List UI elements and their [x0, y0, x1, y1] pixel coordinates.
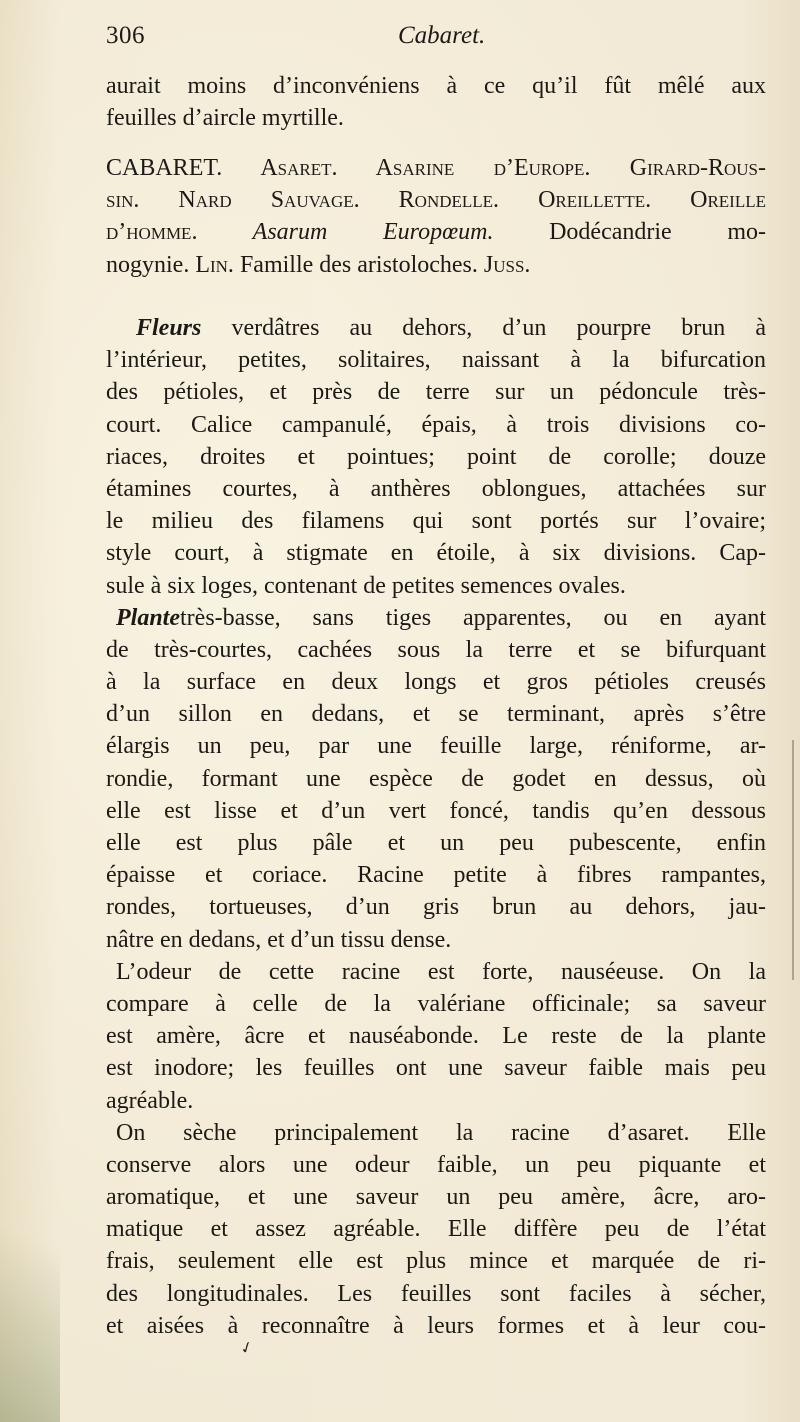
- text-line: rondie, formant une espèce de godet en dessus, où: [106, 765, 766, 792]
- text-line: elle est plus pâle et un peu pubescente, enfin: [106, 830, 766, 856]
- text-line: d’un sillon en dedans, et se terminant, après s’être: [106, 701, 766, 728]
- text-line: Fleurs verdâtres au dehors, d’un pourpre brun à: [136, 315, 766, 341]
- entry-heading-block: [106, 152, 766, 281]
- text-line: à la surface en deux longs et gros pétioles creusés: [106, 669, 766, 696]
- text-line: feuilles d’aircle myrtille.: [106, 105, 344, 132]
- page-number: 306: [106, 22, 145, 49]
- text-line: rondes, tortueuses, d’un gris brun au dehors, jau-: [106, 894, 766, 921]
- text-line: nogynie. Lin. Famille des aristoloches. Juss.: [106, 251, 531, 278]
- entry-title: CABARET.: [106, 155, 223, 181]
- text-line: des longitudinales. Les feuilles sont faciles à sécher,: [106, 1280, 766, 1307]
- latin-name: Asarum Europœum.: [197, 219, 494, 246]
- fleurs-heading: Fleurs: [136, 315, 202, 341]
- author-jussieu: Juss.: [483, 251, 531, 278]
- text-line: étamines courtes, à anthères oblongues, attachées sur: [106, 475, 766, 502]
- page-header: [106, 22, 746, 62]
- text-line: est inodore; les feuilles ont une saveur faible mais peu: [106, 1055, 766, 1082]
- text-line: [106, 152, 766, 184]
- text-line: conserve alors une odeur faible, un peu piquante et: [106, 1151, 766, 1178]
- text-line: riaces, droites et pointues; point de corolle; douze: [106, 443, 766, 470]
- text-line: épaisse et coriace. Racine petite à fibres rampantes,: [106, 862, 766, 889]
- text-line: sin. Nard Sauvage. Rondelle. Oreillette. Oreille: [106, 187, 766, 214]
- page-edge-line: [792, 740, 794, 980]
- text-line: On sèche principalement la racine d’asaret. Elle: [116, 1119, 766, 1146]
- description-body: [106, 312, 766, 1342]
- text-line: et aisées à reconnaître à leurs formes et à leur cou-: [106, 1312, 766, 1339]
- text-line: style court, à stigmate en étoile, à six divisions. Cap-: [106, 540, 766, 567]
- text-line: elle est lisse et d’un vert foncé, tandis qu’en dessous: [106, 797, 766, 824]
- text-line: sule à six loges, contenant de petites semences ovales.: [106, 572, 626, 599]
- text-line: compare à celle de la valériane officinale; sa saveur: [106, 990, 766, 1017]
- text-line: l’intérieur, petites, solitaires, naissant à la bifurcation: [106, 347, 766, 374]
- intro-paragraph: [106, 70, 766, 134]
- text-line: de très-courtes, cachées sous la terre et se bifurquant: [106, 636, 766, 663]
- text-line: matique et assez agréable. Elle diffère peu de l’état: [106, 1216, 766, 1243]
- text-line: frais, seulement elle est plus mince et marquée de ri-: [106, 1248, 766, 1275]
- author-linnaeus: Lin.: [195, 251, 234, 278]
- text-line: élargis un peu, par une feuille large, réniforme, ar-: [106, 733, 766, 760]
- synonym: d’homme.: [106, 219, 198, 246]
- text-line: Plantetrès-basse, sans tiges apparentes, ou en ayant: [116, 604, 766, 631]
- text-line: le milieu des filamens qui sont portés sur l’ovaire;: [106, 508, 766, 535]
- text-line: court. Calice campanulé, épais, à trois divisions co-: [106, 411, 766, 438]
- page-edge-shadow: [0, 1162, 60, 1422]
- plante-heading: Plante: [116, 604, 180, 631]
- text-line: nâtre en dedans, et d’un tissu dense.: [106, 926, 452, 953]
- text-line: aurait moins d’inconvéniens à ce qu’il fût mêlé aux: [106, 73, 766, 99]
- text-line: L’odeur de cette racine est forte, nauséeuse. On la: [116, 958, 766, 985]
- ink-mark: ✓: [237, 1336, 257, 1359]
- text-line: aromatique, et une saveur un peu amère, âcre, aro-: [106, 1184, 766, 1211]
- text-line: est amère, âcre et nauséabonde. Le reste de la plante: [106, 1023, 766, 1050]
- text-line: des pétioles, et près de terre sur un pédoncule très-: [106, 379, 766, 406]
- text-line: [106, 216, 766, 248]
- running-head: Cabaret.: [398, 22, 486, 49]
- synonyms: Asaret. Asarine d’Europe. Girard-Rous-: [222, 155, 766, 181]
- classification: Dodécandrie mo-: [493, 219, 766, 246]
- text-line: agréable.: [106, 1087, 194, 1114]
